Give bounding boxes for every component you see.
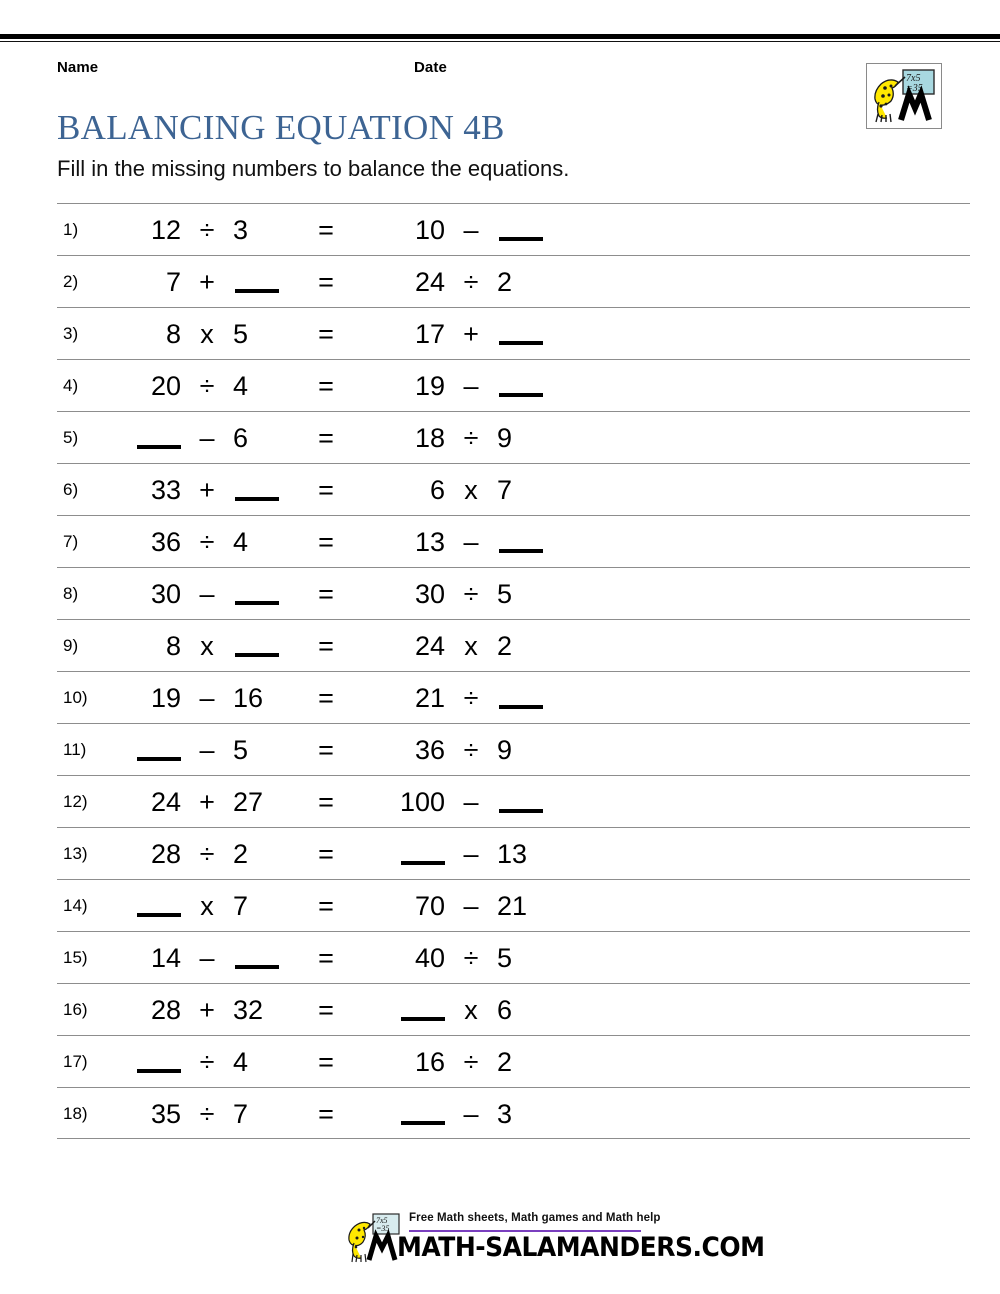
operator-left: – [199, 423, 215, 453]
salamander-blackboard-icon-small [347, 1210, 403, 1266]
answer-blank[interactable] [497, 308, 587, 360]
answer-blank[interactable] [497, 672, 587, 724]
equals-sign: = [318, 683, 334, 713]
math-salamanders-footer-logo [347, 1208, 765, 1270]
answer-blank[interactable] [233, 932, 301, 984]
operand-right-1: 10 [414, 215, 445, 245]
operand-left-2: 5 [233, 319, 249, 349]
blank-underline [499, 549, 543, 553]
operator-right: – [463, 839, 479, 869]
equation-row [57, 515, 970, 567]
row-number: 11) [63, 740, 87, 759]
blank-underline [499, 705, 543, 709]
operand-right-1: 24 [414, 631, 445, 661]
answer-blank[interactable] [497, 516, 587, 568]
operand-left-1: 14 [150, 943, 181, 973]
operand-left-1: 28 [150, 839, 181, 869]
svg-text:=35: =35 [906, 83, 923, 94]
operator-left: ÷ [199, 215, 215, 245]
row-number: 9) [63, 636, 79, 655]
operand-right-2: 5 [497, 579, 513, 609]
equation-row [57, 827, 970, 879]
answer-blank[interactable] [349, 984, 445, 1036]
operand-right-2: 9 [497, 735, 513, 765]
operator-left: x [200, 631, 214, 661]
equals-sign: = [318, 891, 334, 921]
equals-sign: = [318, 839, 334, 869]
operator-right: – [463, 527, 479, 557]
answer-blank[interactable] [113, 880, 181, 932]
operand-left-2: 27 [233, 787, 264, 817]
row-number: 14) [63, 896, 88, 915]
equals-sign: = [318, 475, 334, 505]
operand-left-1: 19 [150, 683, 181, 713]
equation-row [57, 567, 970, 619]
equation-row [57, 879, 970, 931]
row-number: 16) [63, 1000, 88, 1019]
row-number: 17) [63, 1052, 88, 1071]
equation-row [57, 255, 970, 307]
equals-sign: = [318, 735, 334, 765]
operand-right-1: 6 [429, 475, 445, 505]
equals-sign: = [318, 319, 334, 349]
operator-left: ÷ [199, 527, 215, 557]
operand-left-2: 16 [233, 683, 264, 713]
operand-left-2: 4 [233, 371, 249, 401]
operator-left: x [200, 319, 214, 349]
row-number: 4) [63, 376, 79, 395]
blank-underline [499, 393, 543, 397]
equals-sign: = [318, 527, 334, 557]
footer-brand-text: MATH-SALAMANDERS.COM [397, 1232, 765, 1263]
blank-underline [235, 653, 279, 657]
equals-sign: = [318, 631, 334, 661]
operand-left-2: 3 [233, 215, 249, 245]
operator-left: – [199, 683, 215, 713]
operand-left-1: 36 [150, 527, 181, 557]
row-number: 8) [63, 584, 79, 603]
blank-underline [401, 1121, 445, 1125]
operand-right-2: 5 [497, 943, 513, 973]
operator-right: ÷ [463, 423, 479, 453]
operator-right: ÷ [463, 735, 479, 765]
svg-text:7x5: 7x5 [376, 1216, 388, 1225]
blank-underline [137, 913, 181, 917]
operand-right-1: 40 [414, 943, 445, 973]
equation-row [57, 619, 970, 671]
operand-left-1: 33 [150, 475, 181, 505]
date-label: Date [414, 59, 447, 76]
operator-left: + [199, 787, 215, 817]
operator-right: x [464, 995, 478, 1025]
equals-sign: = [318, 1047, 334, 1077]
answer-blank[interactable] [349, 1088, 445, 1140]
operand-left-1: 8 [165, 631, 181, 661]
operand-right-1: 36 [414, 735, 445, 765]
operand-left-2: 7 [233, 1099, 249, 1129]
operand-left-2: 4 [233, 527, 249, 557]
worksheet-header-fields [57, 59, 943, 83]
equation-row [57, 723, 970, 775]
operand-right-1: 17 [414, 319, 445, 349]
equals-sign: = [318, 1099, 334, 1129]
operator-left: ÷ [199, 1047, 215, 1077]
equals-sign: = [318, 995, 334, 1025]
answer-blank[interactable] [113, 1036, 181, 1088]
answer-blank[interactable] [233, 464, 301, 516]
operator-right: – [463, 787, 479, 817]
operand-right-1: 13 [414, 527, 445, 557]
operator-left: + [199, 995, 215, 1025]
answer-blank[interactable] [113, 724, 181, 776]
row-number: 10) [63, 688, 88, 707]
equals-sign: = [318, 267, 334, 297]
operand-right-2: 21 [497, 891, 528, 921]
blank-underline [137, 445, 181, 449]
operator-right: ÷ [463, 943, 479, 973]
operand-right-2: 6 [497, 995, 513, 1025]
operator-right: ÷ [463, 267, 479, 297]
operator-left: – [199, 579, 215, 609]
answer-blank[interactable] [349, 828, 445, 880]
equations-list [57, 203, 970, 1139]
math-salamanders-corner-logo [866, 63, 942, 129]
operator-right: ÷ [463, 1047, 479, 1077]
blank-underline [235, 965, 279, 969]
svg-text:=35: =35 [376, 1224, 390, 1233]
row-number: 5) [63, 428, 79, 447]
operator-left: ÷ [199, 371, 215, 401]
equals-sign: = [318, 215, 334, 245]
equation-row [57, 203, 970, 255]
row-number: 18) [63, 1104, 88, 1123]
blank-underline [499, 809, 543, 813]
answer-blank[interactable] [233, 256, 301, 308]
equals-sign: = [318, 943, 334, 973]
operand-left-2: 5 [233, 735, 249, 765]
blank-underline [235, 289, 279, 293]
row-number: 13) [63, 844, 88, 863]
operand-right-2: 3 [497, 1099, 513, 1129]
equation-row [57, 463, 970, 515]
operand-left-2: 32 [233, 995, 264, 1025]
answer-blank[interactable] [113, 412, 181, 464]
blank-underline [235, 497, 279, 501]
operand-left-1: 28 [150, 995, 181, 1025]
answer-blank[interactable] [233, 568, 301, 620]
answer-blank[interactable] [497, 204, 587, 256]
instructions-text: Fill in the missing numbers to balance the equations. [57, 156, 570, 181]
operand-right-1: 70 [414, 891, 445, 921]
operand-left-2: 2 [233, 839, 249, 869]
row-number: 3) [63, 324, 79, 343]
svg-text:7x5: 7x5 [906, 73, 921, 84]
operand-left-2: 7 [233, 891, 249, 921]
salamander-blackboard-icon [867, 64, 941, 128]
operand-left-1: 7 [165, 267, 181, 297]
equation-row [57, 983, 970, 1035]
operand-left-1: 35 [150, 1099, 181, 1129]
operator-right: ÷ [463, 683, 479, 713]
operator-left: – [199, 735, 215, 765]
operand-right-1: 16 [414, 1047, 445, 1077]
operand-left-2: 4 [233, 1047, 249, 1077]
operator-right: x [464, 475, 478, 505]
blank-underline [401, 1017, 445, 1021]
blank-underline [499, 237, 543, 241]
equation-row [57, 671, 970, 723]
operator-left: x [200, 891, 214, 921]
operator-left: + [199, 475, 215, 505]
operand-left-1: 24 [150, 787, 181, 817]
operator-right: + [463, 319, 479, 349]
operator-left: – [199, 943, 215, 973]
equals-sign: = [318, 371, 334, 401]
answer-blank[interactable] [497, 776, 587, 828]
page-title: BALANCING EQUATION 4B [57, 108, 505, 147]
blank-underline [235, 601, 279, 605]
equation-row [57, 1087, 970, 1139]
equation-row [57, 411, 970, 463]
operand-right-1: 19 [414, 371, 445, 401]
operator-right: – [463, 371, 479, 401]
row-number: 2) [63, 272, 79, 291]
operator-right: x [464, 631, 478, 661]
name-label: Name [57, 59, 99, 76]
blank-underline [137, 1069, 181, 1073]
footer-tagline: Free Math sheets, Math games and Math help [409, 1212, 661, 1224]
operator-left: + [199, 267, 215, 297]
operand-left-2: 6 [233, 423, 249, 453]
operator-left: ÷ [199, 1099, 215, 1129]
operand-right-2: 2 [497, 267, 513, 297]
equation-row [57, 307, 970, 359]
operator-right: – [463, 1099, 479, 1129]
operand-right-1: 100 [399, 787, 445, 817]
operand-right-1: 30 [414, 579, 445, 609]
operand-right-2: 7 [497, 475, 513, 505]
row-number: 15) [63, 948, 88, 967]
operand-left-1: 8 [165, 319, 181, 349]
operator-right: – [463, 891, 479, 921]
row-number: 7) [63, 532, 79, 551]
operand-left-1: 20 [150, 371, 181, 401]
blank-underline [401, 861, 445, 865]
equation-row [57, 1035, 970, 1087]
equals-sign: = [318, 423, 334, 453]
equals-sign: = [318, 787, 334, 817]
equals-sign: = [318, 579, 334, 609]
operator-left: ÷ [199, 839, 215, 869]
operand-right-2: 2 [497, 1047, 513, 1077]
operator-right: ÷ [463, 579, 479, 609]
row-number: 1) [63, 220, 79, 239]
equation-row [57, 775, 970, 827]
row-number: 12) [63, 792, 88, 811]
blank-underline [499, 341, 543, 345]
answer-blank[interactable] [497, 360, 587, 412]
equation-row [57, 359, 970, 411]
operand-right-2: 13 [497, 839, 528, 869]
row-number: 6) [63, 480, 79, 499]
operand-left-1: 30 [150, 579, 181, 609]
answer-blank[interactable] [233, 620, 301, 672]
operand-right-1: 24 [414, 267, 445, 297]
page-top-rule [0, 34, 1000, 40]
operand-right-2: 2 [497, 631, 513, 661]
operand-right-1: 21 [414, 683, 445, 713]
operand-right-1: 18 [414, 423, 445, 453]
blank-underline [137, 757, 181, 761]
page-top-rule-secondary [0, 41, 1000, 42]
equation-row [57, 931, 970, 983]
operator-right: – [463, 215, 479, 245]
operand-right-2: 9 [497, 423, 513, 453]
operand-left-1: 12 [150, 215, 181, 245]
